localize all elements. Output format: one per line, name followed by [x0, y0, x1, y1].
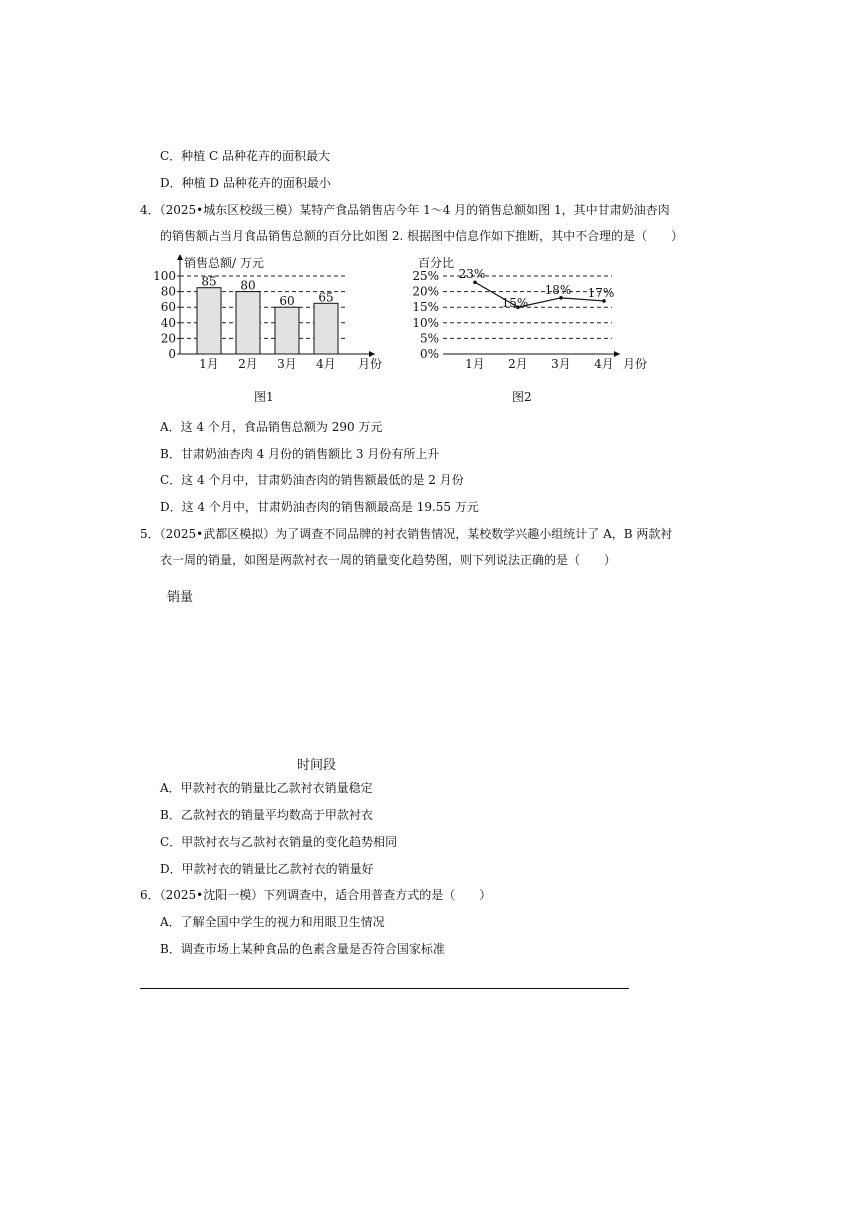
q5-stem-line2: 衣一周的销量，如图是两款衬衣一周的销量变化趋势图，则下列说法正确的是（ ） — [160, 553, 617, 567]
q5-option-d: D．甲款衬衣的销量比乙款衬衣的销量好 — [160, 862, 374, 876]
fig1-ytick-label: 0 — [168, 347, 176, 361]
q5-option-b: B．乙款衬衣的销量平均数高于甲款衬衣 — [160, 808, 373, 822]
fig3-xlabel: 时间段 — [297, 758, 337, 772]
fig1-ytick-label: 20 — [160, 331, 176, 346]
q4-option-a: A．这 4 个月，食品销售总额为 290 万元 — [160, 420, 383, 434]
fig1-xtick-label: 4月 — [316, 357, 336, 371]
q6-stem: 6．（2025•沈阳一模）下列调查中，适合用普查方式的是（ ） — [140, 888, 492, 902]
fig1-ytick-label: 100 — [153, 269, 176, 283]
footer-rule — [140, 988, 629, 989]
fig2-ytick-label: 15% — [412, 300, 439, 315]
fig2-xtick-label: 3月 — [551, 357, 571, 371]
fig1-data-label: 80 — [240, 278, 256, 293]
fig1-xlabel: 月份 — [358, 357, 383, 371]
fig1-caption: 图1 — [254, 390, 274, 404]
fig1-bar — [236, 292, 260, 354]
fig2-xtick-label: 2月 — [508, 357, 528, 371]
fig1-y-arrow — [177, 254, 183, 260]
q4-stem-line1: 4．（2025•城东区校级三模）某特产食品销售店今年 1～4 月的销售总额如图 1，其中甘肃奶油杏肉 — [140, 203, 670, 217]
fig1-data-label: 65 — [318, 290, 334, 305]
fig2-ylabel: 百分比 — [418, 256, 455, 270]
fig1-data-label: 60 — [279, 294, 295, 309]
fig2-ytick-label: 25% — [412, 269, 439, 283]
fig1-data-label: 85 — [201, 274, 217, 289]
q6-option-a: A．了解全国中学生的视力和用眼卫生情况 — [160, 915, 385, 929]
fig2-data-label: 18% — [544, 282, 572, 297]
fig2-data-label: 15% — [501, 296, 529, 311]
fig1-xtick-label: 2月 — [238, 357, 258, 371]
fig2-caption: 图2 — [512, 390, 532, 404]
q4-option-c: C．这 4 个月中，甘肃奶油杏肉的销售额最低的是 2 月份 — [160, 473, 464, 487]
fig2-series-line — [475, 282, 604, 307]
q5-stem-line1: 5．（2025•武都区模拟）为了调查不同品牌的衬衣销售情况，某校数学兴趣小组统计了 A，B 两款衬 — [140, 527, 673, 541]
q5-option-a: A．甲款衬衣的销量比乙款衬衣销量稳定 — [160, 781, 373, 795]
q5-option-c: C．甲款衬衣与乙款衬衣销量的变化趋势相同 — [160, 835, 398, 849]
q6-option-b: B．调查市场上某种食品的色素含量是否符合国家标准 — [160, 942, 445, 956]
fig3-ylabel: 销量 — [167, 590, 194, 605]
fig1-xtick-label: 3月 — [277, 357, 297, 371]
fig2-xtick-label: 4月 — [594, 357, 614, 371]
q4-option-d: D．这 4 个月中，甘肃奶油杏肉的销售额最高是 19.55 万元 — [160, 500, 479, 514]
fig2-x-arrow — [614, 351, 620, 357]
fig1-ytick-label: 60 — [160, 300, 176, 315]
fig1-ytick-label: 40 — [160, 315, 176, 330]
prev-option-c: C．种植 C 品种花卉的面积最大 — [160, 149, 330, 163]
fig1-bar — [275, 307, 299, 354]
fig2-ytick-label: 5% — [419, 331, 439, 346]
fig1-ylabel: 销售总额/ 万元 — [184, 256, 264, 270]
fig1-xtick-label: 1月 — [199, 357, 219, 371]
fig2-data-label: 23% — [458, 267, 486, 282]
q4-figure-2-line-chart — [400, 250, 660, 375]
fig2-xtick-label: 1月 — [465, 357, 485, 371]
fig2-xlabel: 月份 — [623, 357, 648, 371]
q4-stem-line2: 的销售额占当月食品销售总额的百分比如图 2. 根据图中信息作如下推断，其中不合理的是（ ） — [160, 229, 684, 243]
q5-figure-sales-trend-chart — [145, 572, 385, 772]
fig2-ytick-label: 10% — [412, 315, 439, 330]
fig2-data-label: 17% — [587, 285, 615, 300]
fig2-ytick-label: 20% — [412, 284, 439, 299]
fig2-ytick-label: 0% — [419, 347, 439, 361]
fig1-bar — [314, 303, 338, 354]
q4-option-b: B．甘肃奶油杏肉 4 月份的销售额比 3 月份有所上升 — [160, 447, 440, 461]
fig1-ytick-label: 80 — [160, 284, 176, 299]
prev-option-d: D．种植 D 品种花卉的面积最小 — [160, 176, 331, 190]
fig1-bar — [197, 288, 221, 354]
q4-figure-1-bar-chart — [150, 250, 390, 375]
